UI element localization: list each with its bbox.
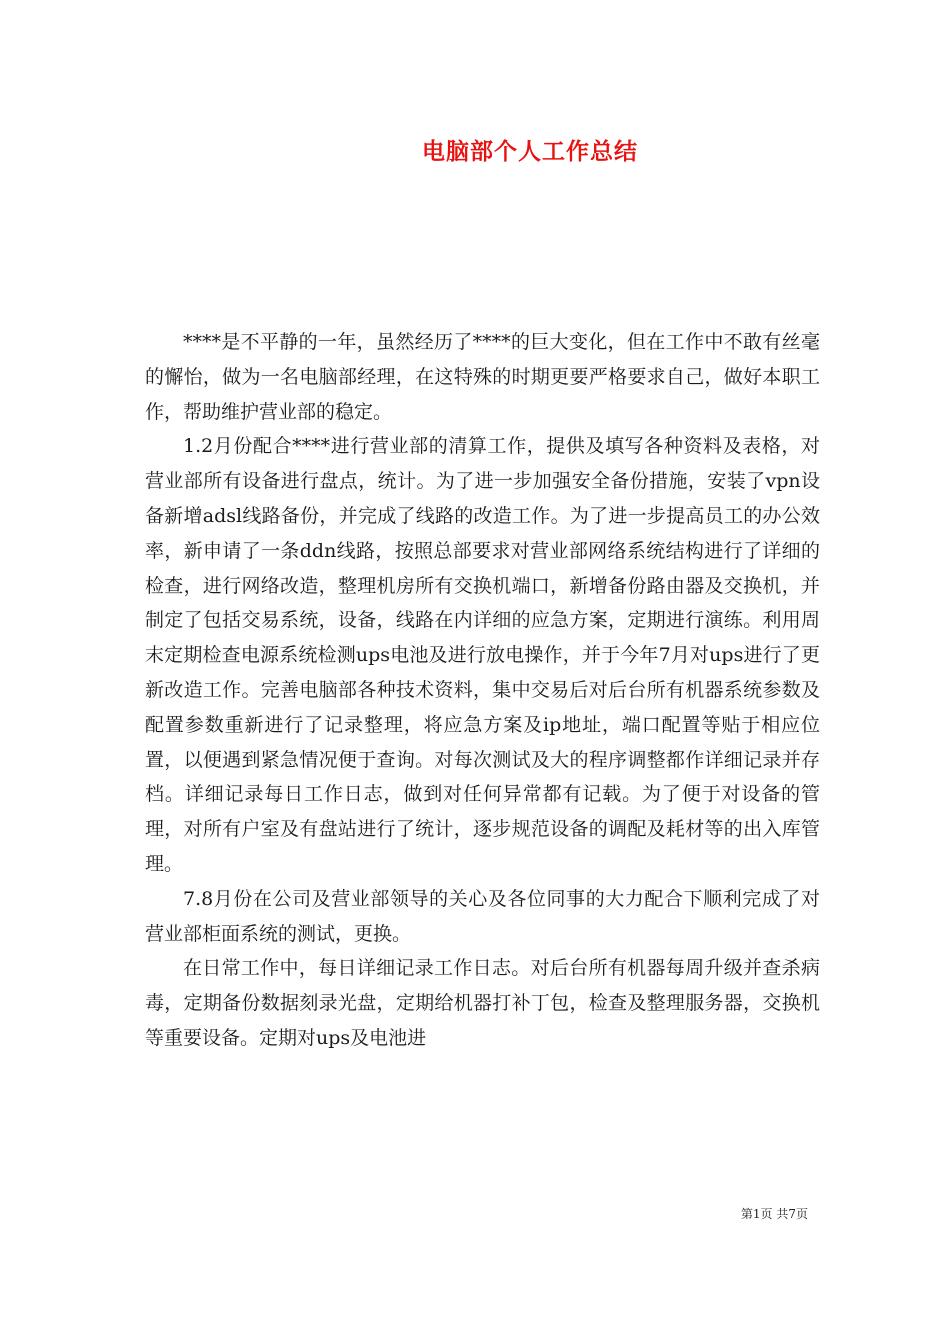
paragraph-intro: ****是不平静的一年，虽然经历了****的巨大变化，但在工作中不敢有丝毫的懈怡，做为一名电脑部经理，在这特殊的时期更要严格要求自己，做好本职工作，帮助维护营业部的稳定。 xyxy=(145,331,820,423)
paragraph-jan-feb: 1.2月份配合****进行营业部的清算工作，提供及填写各种资料及表格，对营业部所有设备进行盘点，统计。为了进一步加强安全备份措施，安装了vpn设备新增adsl线路备份，并完成了线路的改造工作。为了进一步提高员工的办公效率，新申请了一条ddn线路，按照总部要求对营业部网络系统结构进行了详细的检查，进行网络改造，整理机房所有交换机端口，新增备份路由器及交换机，并制定了包括交易系统，设备，线路在内详细的应急方案，定期进行演练。利用周末定期检查电源系统检测ups电池及进行放电操作，并于今年7月对ups进行了更新改造工作。完善电脑部各种技术资料，集中交易后对后台所有机器系统参数及配置参数重新进行了记录整理，将应急方案及ip地址，端口配置等贴于相应位置，以便遇到紧急情况便于查询。对每次测试及大的程序调整都作详细记录并存档。详细记录每日工作日志，做到对任何异常都有记载。为了便于对设备的管理，对所有户室及有盘站进行了统计，逐步规范设备的调配及耗材等的出入库管理。 xyxy=(145,435,820,875)
paragraph-jul-aug: 7.8月份在公司及营业部领导的关心及各位同事的大力配合下顺利完成了对营业部柜面系统的测试，更换。 xyxy=(145,887,820,945)
paragraph-daily-work: 在日常工作中，每日详细记录工作日志。对后台所有机器每周升级并查杀病毒，定期备份数据刻录光盘，定期给机器打补丁包，检查及整理服务器，交换机等重要设备。定期对ups及电池进 xyxy=(145,957,820,1049)
page-number-footer: 第1页 共7页 xyxy=(740,1207,808,1221)
document-title: 电脑部个人工作总结 xyxy=(422,138,638,165)
document-body xyxy=(145,325,820,1056)
